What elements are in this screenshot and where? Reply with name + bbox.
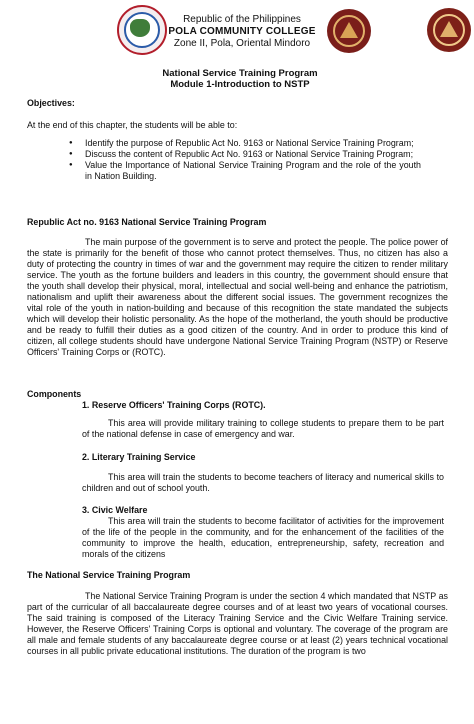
ra-section-paragraph: The main purpose of the government is to serve and protect the people. The police power of the state is primarily for the benefit of those who cannot protect themselves. Thus, no citizen has also a duty of protecting the country in times of war and the government may require the citizen to render military service. The youth as the fortune builders and leaders in this country, the government should ensure that the youth shall develop their physical, moral, intellectual and social well-being and enhance the patriotism, nationalism and uplift their awareness about the different social issues. The government recognizes the vital role of the youth in nation-building and because of this recognition the state mandated the subjects which will develop their holistic personality. As the hope of the motherland, the youth should be productive and be ready to fulfill their duties as a good citizen of the country. And in order to produce this kind of citizen, all college students should have undergone National Service Training Program (NSTP) or Reserve Officers' Training Corps or (ROTC). [27, 237, 448, 357]
document-subtitle: Module 1-Introduction to NSTP [170, 79, 310, 90]
ra-section-heading: Republic Act no. 9163 National Service Training Program [27, 217, 267, 227]
objective-item: ● Identify the purpose of Republic Act No. 9163 or National Service Training Program; [57, 138, 421, 149]
component-title-rotc: 1. Reserve Officers' Training Corps (ROTC). [82, 400, 266, 410]
objective-item: ● Value the Importance of National Service Training Program and the role of the youth in Nation Building. [57, 160, 421, 182]
component-desc-cwts: This area will train the students to become facilitator of activities for the improvement of the life of the people in the community, and for the enhancement of the facilities of the community to improve the health, education, entrepreneurship, safety, recreation and morals of the citizens [82, 516, 444, 559]
header-address: Zone II, Pola, Oriental Mindoro [173, 38, 311, 49]
document-title: National Service Training Program [162, 68, 318, 79]
component-title-lts: 2. Literary Training Service [82, 452, 196, 462]
municipal-seal-logo [427, 8, 471, 52]
component-desc-lts: This area will train the students to become teachers of literacy and numerical skills to children and out of school youth. [82, 472, 444, 493]
header-republic: Republic of the Philippines [183, 14, 301, 25]
nstp-section-heading: The National Service Training Program [27, 570, 191, 580]
component-desc-rotc: This area will provide military training to college students to prepare them to be part of the national defense in case of emergency and war. [82, 418, 444, 439]
components-heading: Components [27, 389, 82, 399]
objectives-list [57, 138, 421, 182]
objective-item: ● Discuss the content of Republic Act No. 9163 or National Service Training Program; [57, 149, 421, 160]
institution-seal-logo [327, 9, 371, 53]
nstp-section-paragraph: The National Service Training Program is under the section 4 which mandated that NSTP as part of the curricular of all baccalaureate degree courses and of at least two years of vocational courses. The said training is composed of the Literacy Training Service and the Civic Welfare Training service. However, the Reserve Officers' Training Corps is optional and voluntary. The coverage of the program are all male and female students of any baccalaureate degree course or at least (2) years technical vocational courses in all public private educational institutions. The duration of the program is two [27, 591, 448, 656]
component-title-cwts: 3. Civic Welfare [82, 505, 148, 515]
header-college-name: POLA COMMUNITY COLLEGE [168, 26, 316, 37]
objectives-heading: Objectives: [27, 98, 75, 108]
objectives-intro: At the end of this chapter, the students will be able to: [27, 120, 238, 130]
